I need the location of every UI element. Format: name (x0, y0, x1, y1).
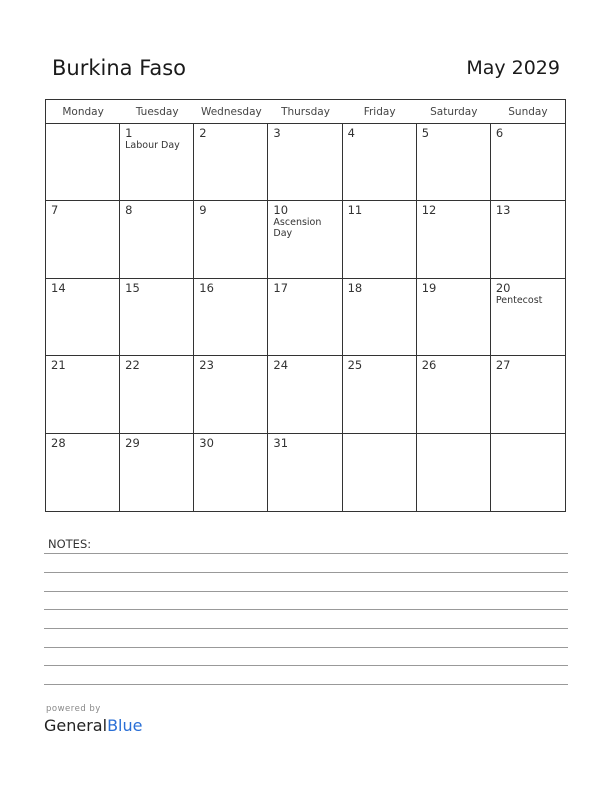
weekday-sunday: Sunday (508, 106, 548, 118)
holiday-label: Pentecost (495, 294, 543, 306)
day-cell (417, 279, 491, 356)
day-cell (417, 201, 491, 278)
day-number: 8 (125, 203, 133, 218)
day-number: 18 (347, 280, 363, 295)
day-number: 3 (273, 126, 281, 140)
day-cell (194, 124, 268, 201)
day-number: 10 (273, 203, 289, 218)
logo-general-text: General (44, 716, 108, 735)
day-number: 6 (495, 126, 504, 140)
calendar-days (46, 124, 565, 511)
note-line (44, 553, 568, 554)
day-cell (268, 124, 342, 201)
day-cell (120, 356, 194, 433)
day-number: 15 (125, 280, 140, 295)
day-number: 24 (273, 358, 289, 373)
powered-by-text: powered by (46, 704, 101, 714)
day-cell (343, 124, 417, 201)
day-cell (343, 434, 417, 511)
day-cell (343, 356, 417, 433)
day-cell (491, 434, 565, 511)
weekday-tuesday: Tuesday (135, 106, 179, 118)
day-number: 16 (199, 280, 214, 295)
day-number: 23 (199, 358, 214, 373)
holiday-label: Ascension Day (273, 217, 322, 240)
day-number: 19 (421, 280, 437, 295)
day-cell (417, 124, 491, 201)
day-cell (268, 201, 342, 278)
note-line (44, 609, 568, 610)
day-cell (268, 279, 342, 356)
note-line (44, 628, 568, 629)
note-line (44, 665, 568, 666)
day-number: 31 (273, 435, 289, 450)
day-number: 27 (495, 358, 511, 373)
day-cell (194, 356, 268, 433)
day-cell (46, 124, 120, 201)
weekday-header-row (46, 100, 565, 124)
day-number: 22 (125, 358, 140, 373)
day-number: 9 (199, 203, 207, 218)
day-cell (491, 279, 565, 356)
weekday-thursday: Thursday (281, 106, 330, 118)
day-cell (491, 356, 565, 433)
note-line (44, 591, 568, 592)
notes-label: NOTES: (48, 537, 92, 551)
weekday-wednesday: Wednesday (200, 106, 262, 118)
note-line (44, 684, 568, 685)
day-cell (194, 434, 268, 511)
day-cell (120, 434, 194, 511)
weekday-monday: Monday (62, 106, 104, 118)
weekday-saturday: Saturday (430, 106, 478, 118)
day-number: 28 (51, 435, 66, 450)
day-cell (343, 201, 417, 278)
day-number: 11 (347, 203, 363, 218)
day-number: 30 (199, 435, 214, 450)
day-cell (46, 434, 120, 511)
day-cell (46, 356, 120, 433)
day-cell (417, 434, 491, 511)
day-cell (120, 201, 194, 278)
day-cell (343, 279, 417, 356)
day-number: 12 (421, 203, 437, 218)
day-cell (491, 201, 565, 278)
day-cell (194, 201, 268, 278)
day-number: 29 (125, 435, 140, 450)
calendar-month-title: May 2029 (466, 57, 560, 79)
day-number: 1 (125, 126, 133, 140)
calendar-country-title: Burkina Faso (52, 56, 187, 80)
day-cell (46, 279, 120, 356)
day-cell (46, 201, 120, 278)
day-cell (268, 434, 342, 511)
day-number: 4 (347, 126, 355, 140)
logo-blue-text: Blue (107, 716, 143, 735)
day-number: 25 (347, 358, 363, 373)
day-number: 14 (51, 280, 66, 295)
day-number: 5 (421, 126, 430, 140)
day-cell (194, 279, 268, 356)
day-cell (417, 356, 491, 433)
note-line (44, 647, 568, 648)
day-cell (491, 124, 565, 201)
day-cell (268, 356, 342, 433)
note-line (44, 572, 568, 573)
weekday-friday: Friday (363, 106, 396, 118)
day-number: 7 (51, 203, 59, 218)
holiday-label: Labour Day (125, 140, 180, 151)
month-calendar-grid (45, 99, 566, 512)
day-number: 13 (495, 203, 511, 218)
generalblue-logo (44, 716, 142, 735)
day-number: 26 (421, 358, 437, 373)
day-cell (120, 279, 194, 356)
day-cell (120, 124, 194, 201)
day-number: 20 (495, 280, 511, 295)
day-number: 2 (199, 126, 207, 140)
day-number: 17 (273, 280, 289, 295)
day-number: 21 (51, 358, 66, 373)
